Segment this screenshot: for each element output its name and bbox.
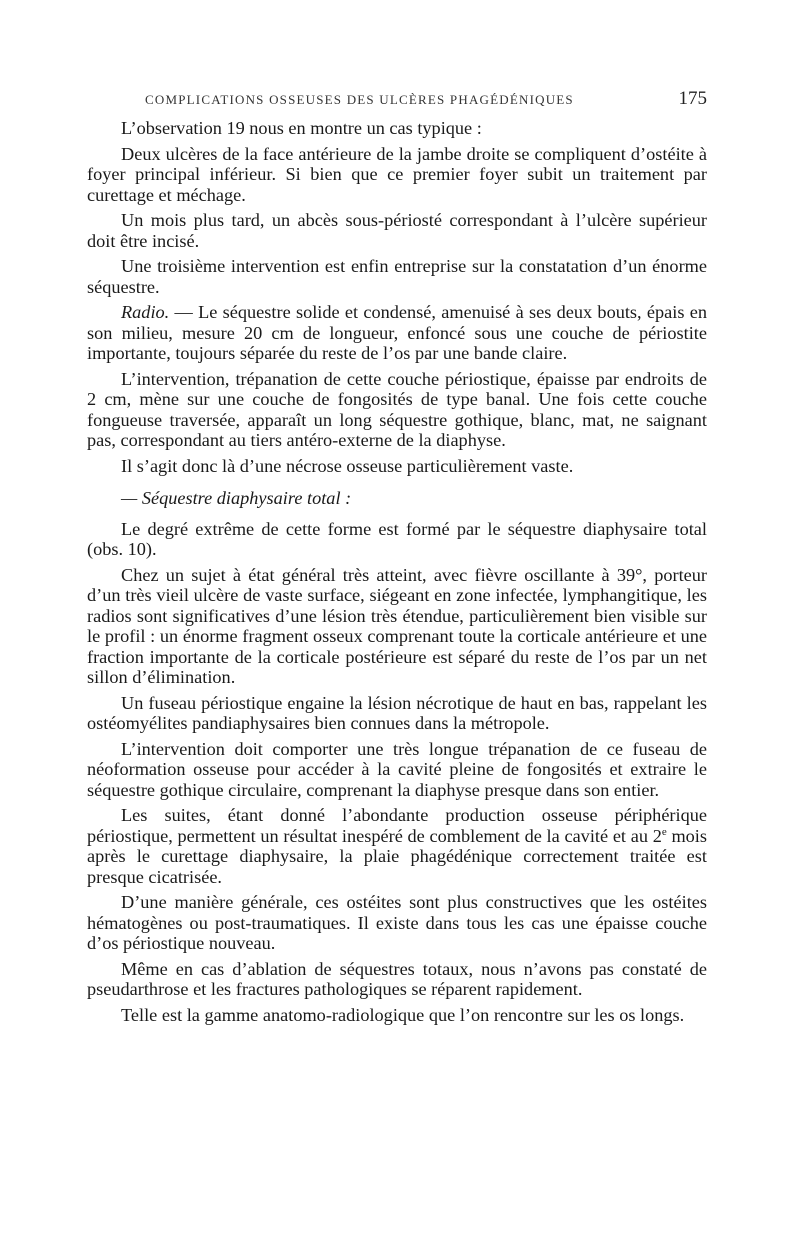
paragraph-extreme-degree: Le degré extrême de cette forme est formé par le séquestre diaphysaire total (obs. 10). bbox=[87, 518, 707, 559]
paragraph-conclusion: Telle est la gamme anatomo-radiologique que l’on rencontre sur les os longs. bbox=[121, 1004, 685, 1025]
page-number: 175 bbox=[678, 88, 707, 109]
paragraph-third-intervention: Une troisième intervention est enfin entreprise sur la constatation d’un énorme séquestre. bbox=[87, 256, 707, 297]
paragraph-radio bbox=[87, 302, 707, 364]
outcome-text-b: mois après le curettage diaphysaire, la plaie phagédénique correctement traitée est presque cicatrisée. bbox=[87, 825, 708, 887]
radio-text: — Le séquestre solide et condensé, amenuisé à ses deux bouts, épais en son milieu, mesure 20 cm de longueur, enfoncé sous une couche de périostite importante, toujours séparée du reste de l’os par une bande claire. bbox=[87, 302, 707, 363]
paragraph-intervention: L’intervention, trépanation de cette couche périostique, épaisse par endroits de 2 cm, mène sur une couche de fongosités de type banal. Une fois cette couche fongueuse traversée, apparaît un long séquestre gothique, blanc, mat, ne saignant pas, correspondant au tiers antéro-externe de la diaphyse. bbox=[87, 368, 707, 450]
outcome-text-a: Les suites, étant donné l’abondante production osseuse périphérique périostique, permettent un résultat inespéré de comblement de la cavité et au 2 bbox=[87, 805, 707, 846]
paragraph-general: D’une manière générale, ces ostéites sont plus constructives que les ostéites hématogènes ou post-traumatiques. Il existe dans tous les cas une épaisse couche d’os périostique nouveau. bbox=[87, 892, 707, 953]
paragraph-pseudarthrosis: Même en cas d’ablation de séquestres totaux, nous n’avons pas constaté de pseudarthrose et les fractures pathologiques se réparent rapidement. bbox=[87, 958, 707, 999]
paragraph-observation-intro: L’observation 19 nous en montre un cas typique : bbox=[121, 118, 482, 138]
book-page bbox=[87, 88, 707, 1030]
paragraph-patient-case: Chez un sujet à état général très atteint, avec fièvre oscillante à 39°, porteur d’un très vieil ulcère de vaste surface, siégeant en zone infectée, lymphangitique, les radios sont significatives d’une lésion très étendue, particulièrement bien visible sur le profil : un énorme fragment osseux comprenant toute la corticale antérieure et une fraction importante de la corticale postérieure est séparé du reste de l’os par un net sillon d’élimination. bbox=[87, 564, 707, 687]
section-heading: — Séquestre diaphysaire total : bbox=[121, 488, 352, 508]
paragraph-abscess: Un mois plus tard, un abcès sous-périosté correspondant à l’ulcère supérieur doit être incisé. bbox=[87, 210, 707, 251]
paragraph-outcome bbox=[87, 805, 707, 887]
ordinal-superscript: e bbox=[661, 825, 667, 838]
paragraph-two-ulcers: Deux ulcères de la face antérieure de la jambe droite se compliquent d’ostéite à foyer principal inférieur. Si bien que ce premier foyer subit un traitement par curettage et méchage. bbox=[87, 143, 707, 205]
running-title: COMPLICATIONS OSSEUSES DES ULCÈRES PHAGÉDÉNIQUES bbox=[145, 92, 574, 107]
paragraph-periosteal-spindle: Un fuseau périostique engaine la lésion nécrotique de haut en bas, rappelant les ostéomyélites pandiaphysaires bien connues dans la métropole. bbox=[87, 692, 707, 733]
paragraph-necrosis: Il s’agit donc là d’une nécrose osseuse particulièrement vaste. bbox=[121, 455, 574, 476]
body-text bbox=[87, 118, 707, 1025]
radio-lead: Radio. bbox=[121, 302, 170, 322]
page-header bbox=[87, 88, 707, 118]
paragraph-trepanation: L’intervention doit comporter une très longue trépanation de ce fuseau de néoformation osseuse pour accéder à la cavité pleine de fongosités et extraire le séquestre gothique circulaire, comprenant la diaphyse presque dans son entier. bbox=[87, 738, 707, 800]
